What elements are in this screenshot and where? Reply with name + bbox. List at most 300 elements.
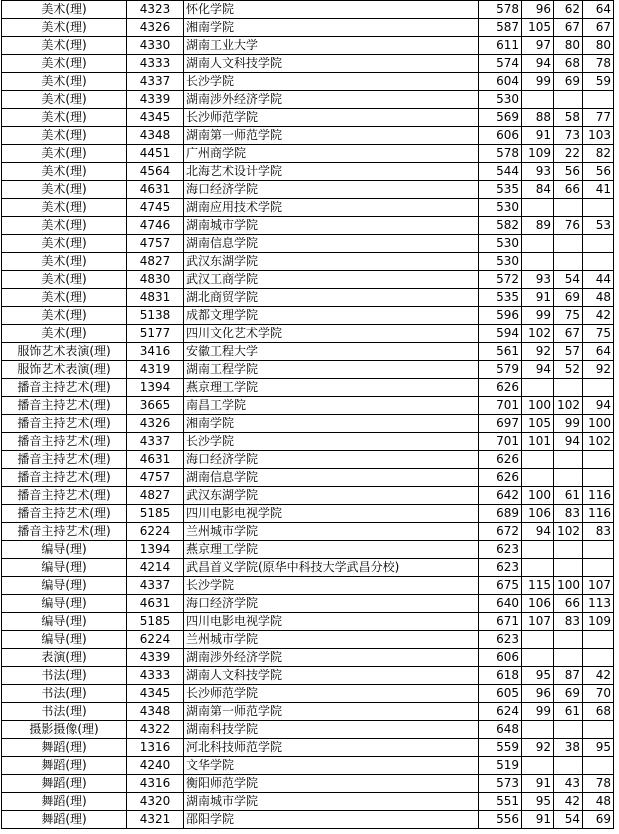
school-name-cell: 长沙师范学院: [184, 109, 479, 127]
subject-score-1-cell: [522, 235, 554, 253]
table-row: [2, 415, 614, 433]
major-cell: 舞蹈(理): [2, 757, 127, 775]
table-row: [2, 451, 614, 469]
subject-score-1-cell: [522, 253, 554, 271]
school-code-cell: 1394: [127, 541, 184, 559]
school-name-cell: 湖南应用技术学院: [184, 199, 479, 217]
table-row: [2, 289, 614, 307]
table-row: [2, 523, 614, 541]
major-cell: 舞蹈(理): [2, 811, 127, 829]
subject-score-2-cell: 73: [554, 127, 583, 145]
subject-score-1-cell: [522, 379, 554, 397]
subject-score-2-cell: 83: [554, 505, 583, 523]
subject-score-3-cell: 94: [583, 397, 614, 415]
school-code-cell: 4337: [127, 433, 184, 451]
subject-score-3-cell: 78: [583, 775, 614, 793]
school-name-cell: 成都文理学院: [184, 307, 479, 325]
school-name-cell: 四川文化艺术学院: [184, 325, 479, 343]
subject-score-3-cell: [583, 649, 614, 667]
major-cell: 美术(理): [2, 73, 127, 91]
min-score-cell: 689: [479, 505, 522, 523]
subject-score-2-cell: 102: [554, 397, 583, 415]
school-name-cell: 海口经济学院: [184, 595, 479, 613]
major-cell: 服饰艺术表演(理): [2, 343, 127, 361]
school-name-cell: 武汉东湖学院: [184, 253, 479, 271]
min-score-cell: 519: [479, 757, 522, 775]
table-row: [2, 55, 614, 73]
school-name-cell: 湖南第一师范学院: [184, 127, 479, 145]
school-code-cell: 4321: [127, 811, 184, 829]
table-row: [2, 721, 614, 739]
subject-score-3-cell: 48: [583, 289, 614, 307]
school-code-cell: 5138: [127, 307, 184, 325]
school-code-cell: 6224: [127, 631, 184, 649]
major-cell: 美术(理): [2, 109, 127, 127]
major-cell: 美术(理): [2, 55, 127, 73]
table-row: [2, 181, 614, 199]
major-cell: 编导(理): [2, 541, 127, 559]
school-code-cell: 4348: [127, 127, 184, 145]
subject-score-1-cell: 94: [522, 523, 554, 541]
min-score-cell: 618: [479, 667, 522, 685]
subject-score-3-cell: [583, 631, 614, 649]
school-code-cell: 4322: [127, 721, 184, 739]
subject-score-1-cell: [522, 199, 554, 217]
subject-score-3-cell: [583, 469, 614, 487]
subject-score-3-cell: [583, 91, 614, 109]
school-name-cell: 燕京理工学院: [184, 379, 479, 397]
major-cell: 摄影摄像(理): [2, 721, 127, 739]
school-code-cell: 4345: [127, 685, 184, 703]
min-score-cell: 605: [479, 685, 522, 703]
table-row: [2, 505, 614, 523]
school-name-cell: 海口经济学院: [184, 451, 479, 469]
school-name-cell: 湖北商贸学院: [184, 289, 479, 307]
school-code-cell: 4451: [127, 145, 184, 163]
table-row: [2, 703, 614, 721]
school-name-cell: 湖南第一师范学院: [184, 703, 479, 721]
major-cell: 编导(理): [2, 631, 127, 649]
min-score-cell: 675: [479, 577, 522, 595]
min-score-cell: 648: [479, 721, 522, 739]
min-score-cell: 530: [479, 253, 522, 271]
major-cell: 播音主持艺术(理): [2, 433, 127, 451]
school-name-cell: 长沙学院: [184, 577, 479, 595]
major-cell: 编导(理): [2, 595, 127, 613]
subject-score-1-cell: 91: [522, 127, 554, 145]
subject-score-1-cell: 115: [522, 577, 554, 595]
major-cell: 播音主持艺术(理): [2, 397, 127, 415]
school-code-cell: 4337: [127, 73, 184, 91]
min-score-cell: 578: [479, 145, 522, 163]
subject-score-2-cell: [554, 757, 583, 775]
school-name-cell: 湖南科技学院: [184, 721, 479, 739]
table-row: [2, 613, 614, 631]
subject-score-2-cell: 94: [554, 433, 583, 451]
subject-score-2-cell: [554, 451, 583, 469]
school-code-cell: 4333: [127, 55, 184, 73]
school-name-cell: 长沙学院: [184, 433, 479, 451]
min-score-cell: 701: [479, 397, 522, 415]
major-cell: 美术(理): [2, 235, 127, 253]
table-row: [2, 325, 614, 343]
subject-score-1-cell: [522, 469, 554, 487]
table-row: [2, 109, 614, 127]
school-code-cell: 4631: [127, 181, 184, 199]
school-name-cell: 湖南人文科技学院: [184, 55, 479, 73]
school-name-cell: 湖南涉外经济学院: [184, 649, 479, 667]
school-code-cell: 4631: [127, 451, 184, 469]
school-code-cell: 4316: [127, 775, 184, 793]
subject-score-1-cell: [522, 91, 554, 109]
table-row: [2, 757, 614, 775]
school-name-cell: 四川电影电视学院: [184, 505, 479, 523]
min-score-cell: 535: [479, 289, 522, 307]
subject-score-3-cell: [583, 235, 614, 253]
school-name-cell: 兰州城市学院: [184, 523, 479, 541]
min-score-cell: 579: [479, 361, 522, 379]
table-row: [2, 541, 614, 559]
major-cell: 美术(理): [2, 199, 127, 217]
subject-score-3-cell: 44: [583, 271, 614, 289]
table-row: [2, 73, 614, 91]
table-row: [2, 19, 614, 37]
school-name-cell: 湖南工程学院: [184, 361, 479, 379]
table-row: [2, 271, 614, 289]
school-name-cell: 长沙学院: [184, 73, 479, 91]
subject-score-3-cell: 77: [583, 109, 614, 127]
min-score-cell: 697: [479, 415, 522, 433]
admission-score-table: [1, 0, 614, 829]
school-code-cell: 1394: [127, 379, 184, 397]
subject-score-1-cell: 109: [522, 145, 554, 163]
subject-score-3-cell: 102: [583, 433, 614, 451]
subject-score-2-cell: 67: [554, 325, 583, 343]
subject-score-2-cell: 66: [554, 595, 583, 613]
subject-score-2-cell: 54: [554, 811, 583, 829]
table-row: [2, 235, 614, 253]
subject-score-3-cell: 64: [583, 1, 614, 19]
subject-score-2-cell: 52: [554, 361, 583, 379]
school-name-cell: 衡阳师范学院: [184, 775, 479, 793]
table-row: [2, 685, 614, 703]
school-name-cell: 武昌首义学院(原华中科技大学武昌分校): [184, 559, 479, 577]
table-row: [2, 739, 614, 757]
table-row: [2, 811, 614, 829]
min-score-cell: 626: [479, 451, 522, 469]
school-code-cell: 4827: [127, 487, 184, 505]
subject-score-1-cell: 99: [522, 73, 554, 91]
subject-score-2-cell: [554, 559, 583, 577]
major-cell: 播音主持艺术(理): [2, 415, 127, 433]
school-name-cell: 南昌工学院: [184, 397, 479, 415]
major-cell: 美术(理): [2, 307, 127, 325]
subject-score-3-cell: 69: [583, 811, 614, 829]
table-row: [2, 199, 614, 217]
table-row: [2, 649, 614, 667]
subject-score-1-cell: 95: [522, 667, 554, 685]
school-code-cell: 4326: [127, 415, 184, 433]
min-score-cell: 530: [479, 235, 522, 253]
min-score-cell: 623: [479, 541, 522, 559]
subject-score-1-cell: 89: [522, 217, 554, 235]
subject-score-1-cell: [522, 559, 554, 577]
subject-score-1-cell: 92: [522, 343, 554, 361]
subject-score-1-cell: 93: [522, 271, 554, 289]
subject-score-1-cell: 97: [522, 37, 554, 55]
subject-score-3-cell: [583, 721, 614, 739]
school-name-cell: 湖南信息学院: [184, 235, 479, 253]
subject-score-1-cell: [522, 757, 554, 775]
major-cell: 表演(理): [2, 649, 127, 667]
school-code-cell: 4339: [127, 649, 184, 667]
min-score-cell: 640: [479, 595, 522, 613]
school-code-cell: 4320: [127, 793, 184, 811]
min-score-cell: 556: [479, 811, 522, 829]
school-name-cell: 兰州城市学院: [184, 631, 479, 649]
min-score-cell: 574: [479, 55, 522, 73]
subject-score-2-cell: [554, 721, 583, 739]
subject-score-1-cell: 91: [522, 289, 554, 307]
subject-score-3-cell: 56: [583, 163, 614, 181]
major-cell: 播音主持艺术(理): [2, 505, 127, 523]
school-code-cell: 4240: [127, 757, 184, 775]
subject-score-3-cell: 67: [583, 19, 614, 37]
school-code-cell: 1316: [127, 739, 184, 757]
subject-score-3-cell: 80: [583, 37, 614, 55]
major-cell: 播音主持艺术(理): [2, 379, 127, 397]
school-code-cell: 3665: [127, 397, 184, 415]
min-score-cell: 623: [479, 631, 522, 649]
major-cell: 美术(理): [2, 91, 127, 109]
table-row: [2, 433, 614, 451]
subject-score-3-cell: 83: [583, 523, 614, 541]
min-score-cell: 672: [479, 523, 522, 541]
min-score-cell: 606: [479, 127, 522, 145]
subject-score-3-cell: [583, 253, 614, 271]
subject-score-1-cell: [522, 541, 554, 559]
school-code-cell: 4745: [127, 199, 184, 217]
subject-score-1-cell: 93: [522, 163, 554, 181]
subject-score-1-cell: 96: [522, 1, 554, 19]
table-row: [2, 307, 614, 325]
subject-score-2-cell: [554, 469, 583, 487]
subject-score-1-cell: 94: [522, 361, 554, 379]
school-name-cell: 湘南学院: [184, 19, 479, 37]
subject-score-2-cell: 102: [554, 523, 583, 541]
school-code-cell: 4319: [127, 361, 184, 379]
subject-score-1-cell: 107: [522, 613, 554, 631]
subject-score-3-cell: 100: [583, 415, 614, 433]
subject-score-3-cell: 42: [583, 667, 614, 685]
subject-score-1-cell: 105: [522, 19, 554, 37]
school-name-cell: 文华学院: [184, 757, 479, 775]
table-row: [2, 469, 614, 487]
major-cell: 播音主持艺术(理): [2, 487, 127, 505]
major-cell: 书法(理): [2, 667, 127, 685]
min-score-cell: 561: [479, 343, 522, 361]
school-code-cell: 4345: [127, 109, 184, 127]
major-cell: 美术(理): [2, 181, 127, 199]
subject-score-3-cell: 48: [583, 793, 614, 811]
subject-score-3-cell: 42: [583, 307, 614, 325]
major-cell: 美术(理): [2, 1, 127, 19]
subject-score-3-cell: 64: [583, 343, 614, 361]
school-code-cell: 4757: [127, 235, 184, 253]
min-score-cell: 582: [479, 217, 522, 235]
major-cell: 美术(理): [2, 271, 127, 289]
school-code-cell: 4348: [127, 703, 184, 721]
subject-score-3-cell: [583, 199, 614, 217]
table-row: [2, 343, 614, 361]
subject-score-2-cell: 75: [554, 307, 583, 325]
subject-score-3-cell: 53: [583, 217, 614, 235]
subject-score-2-cell: 68: [554, 55, 583, 73]
min-score-cell: 535: [479, 181, 522, 199]
major-cell: 播音主持艺术(理): [2, 523, 127, 541]
subject-score-2-cell: 61: [554, 487, 583, 505]
subject-score-1-cell: 95: [522, 793, 554, 811]
major-cell: 舞蹈(理): [2, 793, 127, 811]
table-row: [2, 631, 614, 649]
subject-score-3-cell: [583, 541, 614, 559]
subject-score-1-cell: 84: [522, 181, 554, 199]
school-code-cell: 4757: [127, 469, 184, 487]
table-row: [2, 253, 614, 271]
min-score-cell: 572: [479, 271, 522, 289]
subject-score-2-cell: 69: [554, 289, 583, 307]
school-name-cell: 湖南城市学院: [184, 793, 479, 811]
subject-score-2-cell: 76: [554, 217, 583, 235]
school-code-cell: 4830: [127, 271, 184, 289]
min-score-cell: 594: [479, 325, 522, 343]
school-code-cell: 4326: [127, 19, 184, 37]
school-name-cell: 河北科技师范学院: [184, 739, 479, 757]
subject-score-1-cell: 100: [522, 487, 554, 505]
subject-score-1-cell: 91: [522, 775, 554, 793]
school-name-cell: 安徽工程大学: [184, 343, 479, 361]
subject-score-2-cell: 22: [554, 145, 583, 163]
subject-score-2-cell: 67: [554, 19, 583, 37]
subject-score-1-cell: [522, 451, 554, 469]
subject-score-3-cell: 103: [583, 127, 614, 145]
min-score-cell: 569: [479, 109, 522, 127]
school-name-cell: 怀化学院: [184, 1, 479, 19]
subject-score-3-cell: 107: [583, 577, 614, 595]
min-score-cell: 544: [479, 163, 522, 181]
subject-score-2-cell: 62: [554, 1, 583, 19]
school-code-cell: 4831: [127, 289, 184, 307]
table-row: [2, 37, 614, 55]
min-score-cell: 642: [479, 487, 522, 505]
subject-score-2-cell: [554, 631, 583, 649]
table-row: [2, 595, 614, 613]
subject-score-1-cell: 94: [522, 55, 554, 73]
table-row: [2, 91, 614, 109]
min-score-cell: 578: [479, 1, 522, 19]
subject-score-3-cell: 70: [583, 685, 614, 703]
min-score-cell: 604: [479, 73, 522, 91]
major-cell: 美术(理): [2, 127, 127, 145]
subject-score-3-cell: 68: [583, 703, 614, 721]
school-code-cell: 4214: [127, 559, 184, 577]
table-row: [2, 577, 614, 595]
subject-score-2-cell: 69: [554, 73, 583, 91]
major-cell: 书法(理): [2, 685, 127, 703]
table-row: [2, 775, 614, 793]
major-cell: 舞蹈(理): [2, 775, 127, 793]
major-cell: 美术(理): [2, 253, 127, 271]
min-score-cell: 551: [479, 793, 522, 811]
school-name-cell: 湖南工业大学: [184, 37, 479, 55]
subject-score-3-cell: 78: [583, 55, 614, 73]
subject-score-2-cell: 69: [554, 685, 583, 703]
subject-score-3-cell: 116: [583, 505, 614, 523]
table-body: [2, 1, 614, 829]
subject-score-2-cell: 38: [554, 739, 583, 757]
major-cell: 美术(理): [2, 163, 127, 181]
min-score-cell: 596: [479, 307, 522, 325]
school-name-cell: 广州商学院: [184, 145, 479, 163]
school-code-cell: 5177: [127, 325, 184, 343]
subject-score-2-cell: 87: [554, 667, 583, 685]
school-code-cell: 4564: [127, 163, 184, 181]
school-name-cell: 四川电影电视学院: [184, 613, 479, 631]
subject-score-3-cell: [583, 451, 614, 469]
major-cell: 美术(理): [2, 19, 127, 37]
school-code-cell: 4333: [127, 667, 184, 685]
min-score-cell: 626: [479, 469, 522, 487]
major-cell: 美术(理): [2, 325, 127, 343]
subject-score-3-cell: 95: [583, 739, 614, 757]
subject-score-1-cell: 96: [522, 685, 554, 703]
subject-score-2-cell: 54: [554, 271, 583, 289]
school-name-cell: 邵阳学院: [184, 811, 479, 829]
min-score-cell: 573: [479, 775, 522, 793]
subject-score-3-cell: 113: [583, 595, 614, 613]
subject-score-2-cell: [554, 253, 583, 271]
subject-score-2-cell: 42: [554, 793, 583, 811]
subject-score-2-cell: 43: [554, 775, 583, 793]
subject-score-2-cell: 58: [554, 109, 583, 127]
min-score-cell: 559: [479, 739, 522, 757]
school-name-cell: 长沙师范学院: [184, 685, 479, 703]
table-row: [2, 1, 614, 19]
subject-score-3-cell: 82: [583, 145, 614, 163]
table-row: [2, 559, 614, 577]
major-cell: 美术(理): [2, 145, 127, 163]
table-row: [2, 487, 614, 505]
table-row: [2, 145, 614, 163]
subject-score-1-cell: 92: [522, 739, 554, 757]
table-row: [2, 667, 614, 685]
school-name-cell: 湘南学院: [184, 415, 479, 433]
school-code-cell: 5185: [127, 505, 184, 523]
major-cell: 编导(理): [2, 577, 127, 595]
subject-score-2-cell: 66: [554, 181, 583, 199]
subject-score-3-cell: [583, 757, 614, 775]
subject-score-3-cell: 59: [583, 73, 614, 91]
subject-score-1-cell: 106: [522, 595, 554, 613]
min-score-cell: 701: [479, 433, 522, 451]
subject-score-1-cell: 99: [522, 307, 554, 325]
school-name-cell: 湖南人文科技学院: [184, 667, 479, 685]
school-name-cell: 湖南涉外经济学院: [184, 91, 479, 109]
subject-score-1-cell: [522, 649, 554, 667]
subject-score-3-cell: 116: [583, 487, 614, 505]
school-name-cell: 湖南信息学院: [184, 469, 479, 487]
table-row: [2, 793, 614, 811]
